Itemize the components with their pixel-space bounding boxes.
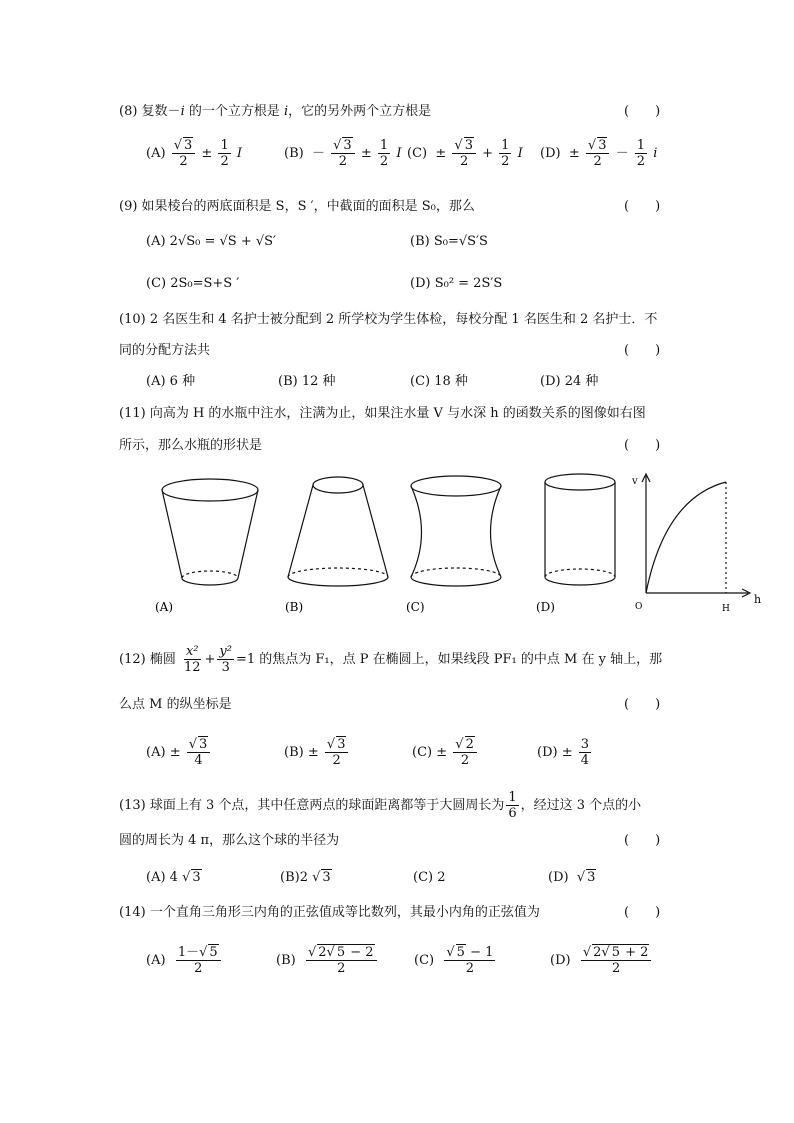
q8-option-c: (C) ± $\frac{√ 3}{2}$ + $\frac{1}{2}$ I: [407, 138, 523, 169]
q10-stem-line2: 同的分配方法共: [119, 343, 211, 358]
q13-stem-line1: (13) 球面上有 3 个点，其中任意两点的球面距离都等于大圆周长为 $\frac{1}{6}$ ，经过这 3 个点的小: [119, 790, 642, 821]
q8-option-d: (D) ± $\frac{√ 3}{2}$ － $\frac{1}{2}$ i: [540, 138, 658, 169]
q12-answer-paren: ( ): [624, 697, 661, 712]
bottle-c-shape: [411, 476, 501, 586]
graph-origin-label: O: [635, 602, 643, 612]
q12-stem-line2: 么点 M 的纵坐标是: [119, 697, 232, 712]
q14-option-c: (C) $\frac{√ 5 - 1}{2}$: [414, 945, 494, 976]
bottle-a-shape: [162, 479, 258, 585]
q9-option-c: (C) 2S₀=S+S ′: [146, 276, 240, 291]
q11-stem-line1: (11) 向高为 H 的水瓶中注水，注满为止，如果注水量 V 与水深 h 的函数关系的图像如右图: [119, 406, 646, 421]
q10-option-a: (A) 6 种: [146, 374, 196, 389]
bottle-b-label: (B): [285, 600, 304, 614]
bottle-d-label: (D): [536, 600, 555, 614]
q9-option-d: (D) S₀² = 2S′S: [410, 276, 503, 291]
q13-option-a: (A) 4 √ 3: [146, 870, 201, 885]
q14-stem: (14) 一个直角三角形三内角的正弦值成等比数列，其最小内角的正弦值为: [119, 905, 540, 920]
q13-answer-paren: ( ): [624, 833, 661, 848]
q13-option-b: (B)2 √ 3: [280, 870, 331, 885]
q10-option-d: (D) 24 种: [540, 374, 599, 389]
q13-option-c: (C) 2: [413, 870, 446, 885]
q14-option-a: (A) $\frac{1-√ 5}{2}$: [146, 945, 223, 976]
q9-stem: (9) 如果棱台的两底面积是 S，S ′，中截面的面积是 S₀，那么: [119, 199, 475, 214]
q8-stem: (8) 复数－i 的一个立方根是 i，它的另外两个立方根是: [119, 104, 432, 119]
q13-option-d: (D) √ 3: [548, 870, 596, 885]
q8-option-a: (A) $\frac{√ 3}{2}$ ± $\frac{1}{2}$ I: [146, 138, 243, 169]
q9-answer-paren: ( ): [624, 199, 661, 214]
q10-stem-line1: (10) 2 名医生和 4 名护士被分配到 2 所学校为学生体检，每校分配 1 名医生和 2 名护士．不: [119, 312, 658, 327]
q12-option-d: (D) ± $\frac{3}{4}$: [537, 737, 590, 768]
volume-depth-graph: [642, 474, 750, 597]
graph-H-label: H: [722, 604, 730, 614]
q12-option-c: (C) ± $\frac{√ 2}{2}$: [412, 737, 479, 768]
q11-bottle-figures: [150, 468, 775, 618]
q11-answer-paren: ( ): [624, 438, 661, 453]
q12-option-b: (B) ± $\frac{√ 3}{2}$: [284, 737, 350, 768]
graph-h-label: h: [754, 593, 762, 606]
q12-option-a: (A) ± $\frac{√ 3}{4}$: [146, 737, 212, 768]
q10-answer-paren: ( ): [624, 343, 661, 358]
q11-stem-line2: 所示，那么水瓶的形状是: [119, 438, 263, 453]
bottle-d-shape: [545, 474, 615, 585]
q10-option-b: (B) 12 种: [278, 374, 336, 389]
bottle-a-label: (A): [155, 600, 174, 614]
q9-option-b: (B) S₀=√S′S: [410, 234, 488, 249]
q14-option-d: (D) $\frac{√ 2√ 5 + 2}{2}$: [550, 945, 653, 976]
q8-answer-paren: ( ): [624, 104, 661, 119]
bottle-b-shape: [288, 477, 388, 586]
graph-v-label: v: [632, 476, 638, 487]
q10-option-c: (C) 18 种: [410, 374, 468, 389]
q8-option-b: (B) － $\frac{√ 3}{2}$ ± $\frac{1}{2}$ I: [284, 138, 402, 169]
q9-option-a: (A) 2√S₀ = √S + √S′: [146, 234, 276, 249]
q12-stem-line1: (12) 椭圆 $\frac{\text{x²}}{12}$ + $\frac{\text{y²}}{3}$ =1 的焦点为 F₁，点 P 在椭圆上，如果线段 PF₁ 的中点 M 在 y 轴上，那: [119, 644, 663, 675]
q14-option-b: (B) $\frac{√ 2√ 5 - 2}{2}$: [276, 945, 379, 976]
bottle-c-label: (C): [406, 600, 425, 614]
q13-stem-line2: 圆的周长为 4 π，那么这个球的半径为: [119, 833, 340, 848]
q14-answer-paren: ( ): [624, 905, 661, 920]
